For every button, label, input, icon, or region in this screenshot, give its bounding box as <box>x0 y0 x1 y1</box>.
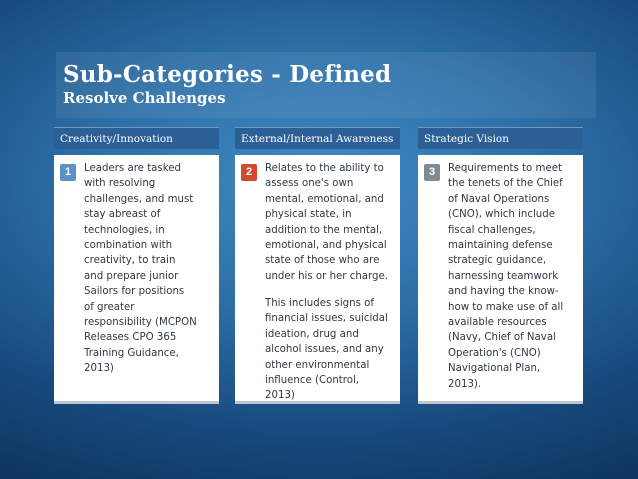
column-header-strategic-vision: Strategic Vision <box>418 127 583 149</box>
slide-title: Sub-Categories - Defined <box>63 61 392 88</box>
number-badge: 3 <box>424 164 440 181</box>
card-creativity <box>54 155 219 404</box>
number-badge: 2 <box>241 164 257 181</box>
slide-subtitle: Resolve Challenges <box>63 89 226 107</box>
card-text: Relates to the ability to assess one's own mental, emotional, and physical state, in addition to the mental, emotional, and physical state of those who are under his or her charge. <box>265 163 389 282</box>
column-header-awareness: External/Internal Awareness <box>235 127 400 149</box>
card-text: Requirements to meet the tenets of the Chief of Naval Operations (CNO), which include fiscal challenges, maintaining defense strategic guidance, harnessing teamwork and having the know- how to make use of all available resources (Navy, Chief of Naval Operation's (CNO) Navigational Plan, 2013). <box>448 163 564 390</box>
card-strategic-vision <box>418 155 583 404</box>
card-text: Leaders are tasked with resolving challenges, and must stay abreast of technologies, in combination with creativity, to train and prepare junior Sailors for positions of greater responsibility (MCPON Releases CPO 365 Training Guidance, 2013) <box>84 163 197 375</box>
card-awareness <box>235 155 400 404</box>
column-header-creativity: Creativity/Innovation <box>54 127 219 149</box>
card-text-continued: This includes signs of financial issues, suicidal ideation, drug and alcohol issues, and any other environmental influence (Control, 2013) <box>265 298 388 402</box>
number-badge: 1 <box>60 164 76 181</box>
